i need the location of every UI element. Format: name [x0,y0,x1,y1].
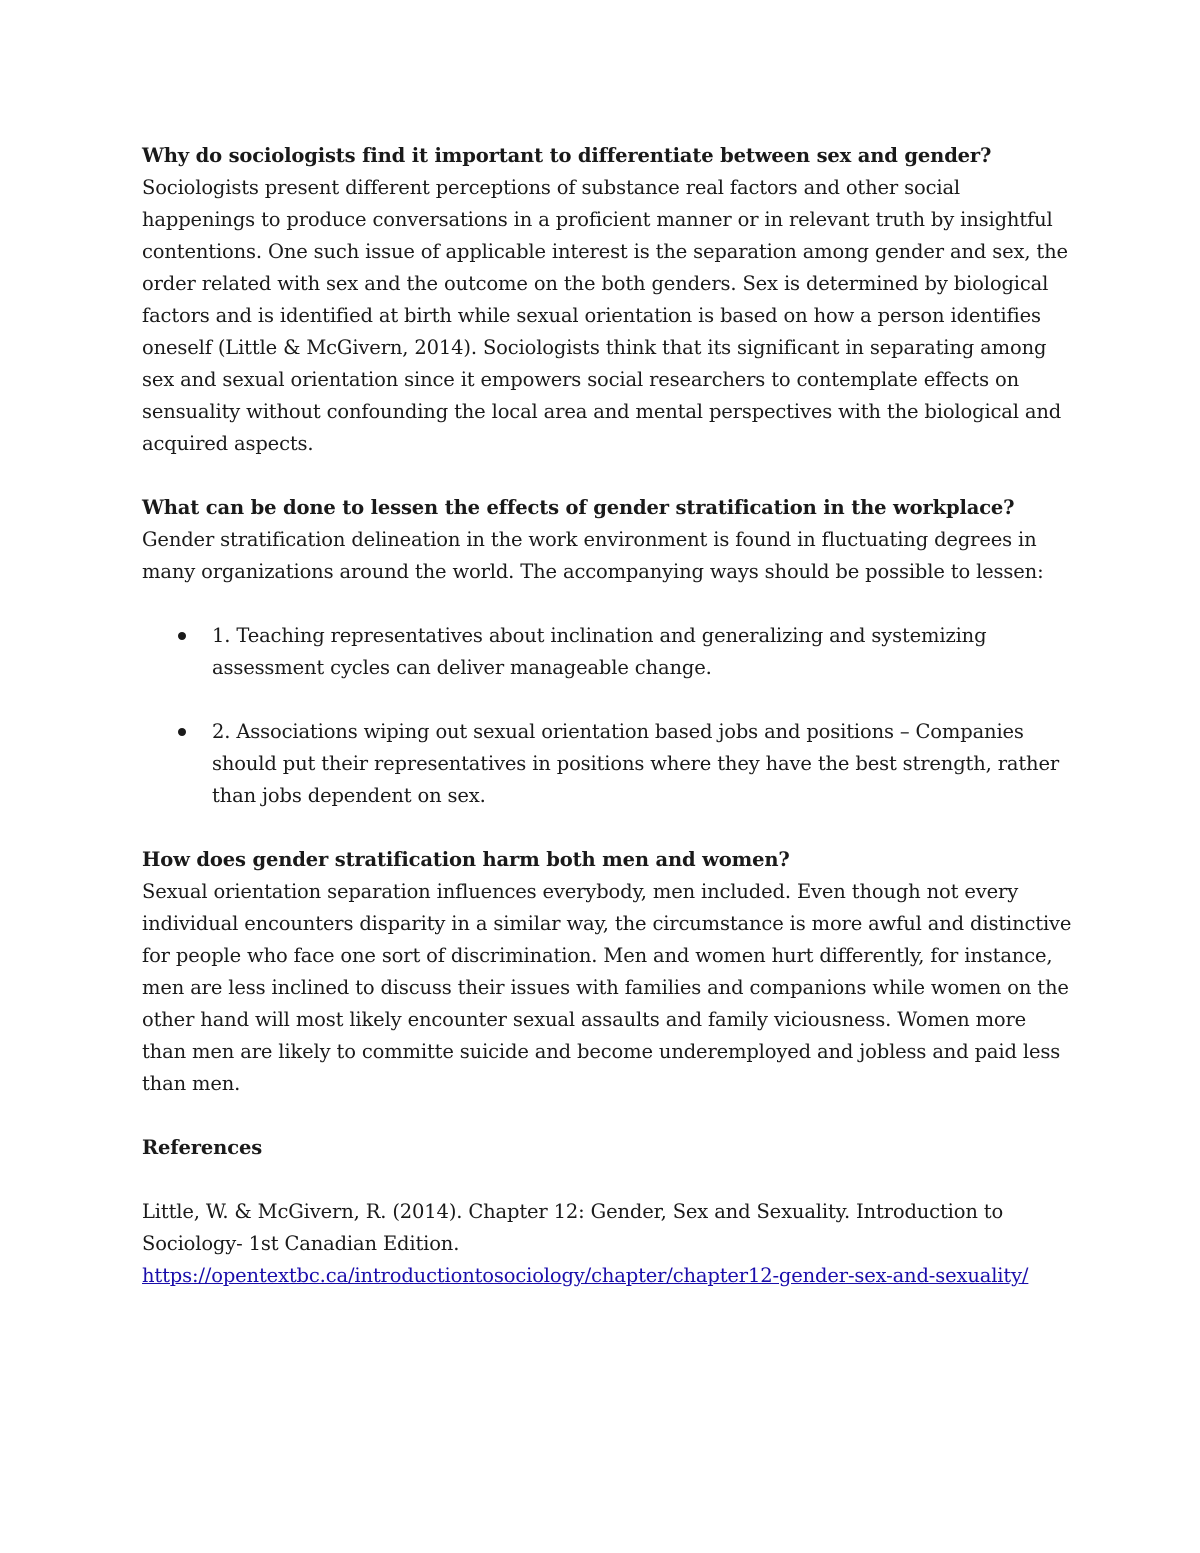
bullet-list [142,620,1072,812]
section-body-sex-vs-gender: Sociologists present different perceptions of substance real factors and other social happenings to produce conversations in a proficient manner or in relevant truth by insightful contentions. One such issue of applicable interest is the separation among gender and sex, the order related with sex and the outcome on the both genders. Sex is determined by biological factors and is identified at birth while sexual orientation is based on how a person identifies oneself (Little & McGivern, 2014). Sociologists think that its significant in separating among sex and sexual orientation since it empowers social researchers to contemplate effects on sensuality without confounding the local area and mental perspectives with the biological and acquired aspects. [142,176,1068,455]
list-item [142,716,1072,812]
document-page [142,140,1072,1292]
section-heading-sex-vs-gender: Why do sociologists find it important to differentiate between sex and gender? [142,144,992,167]
reference-link[interactable]: https://opentextbc.ca/introductiontosociology/chapter/chapter12-gender-sex-and-sexuality/ [142,1264,1029,1287]
bullet-icon [178,728,186,736]
spacer [142,812,1072,844]
section-heading-workplace: What can be done to lessen the effects of gender stratification in the workplace? [142,496,1015,519]
spacer [142,460,1072,492]
section-body-workplace: Gender stratification delineation in the work environment is found in fluctuating degrees in many organizations around the world. The accompanying ways should be possible to lessen: [142,528,1044,583]
list-item-text: 1. Teaching representatives about inclination and generalizing and systemizing assessment cycles can deliver manageable change. [212,624,987,679]
list-item-text: 2. Associations wiping out sexual orientation based jobs and positions – Companies should put their representatives in positions where they have the best strength, rather than jobs dependent on sex. [212,720,1060,807]
spacer [142,1164,1072,1196]
section-body-harm: Sexual orientation separation influences everybody, men included. Even though not every individual encounters disparity in a similar way, the circumstance is more awful and distinctive for people who face one sort of discrimination. Men and women hurt differently, for instance, men are less inclined to discuss their issues with families and companions while women on the other hand will most likely encounter sexual assaults and family viciousness. Women more than men are likely to committe suicide and become underemployed and jobless and paid less than men. [142,880,1072,1095]
references-heading: References [142,1136,263,1159]
spacer [142,1100,1072,1132]
list-item [142,620,1072,684]
spacer [142,588,1072,620]
bullet-icon [178,632,186,640]
section-heading-harm: How does gender stratification harm both men and women? [142,848,790,871]
spacer [142,684,1072,716]
reference-citation: Little, W. & McGivern, R. (2014). Chapter 12: Gender, Sex and Sexuality. Introduction to Sociology- 1st Canadian Edition. [142,1200,1004,1255]
